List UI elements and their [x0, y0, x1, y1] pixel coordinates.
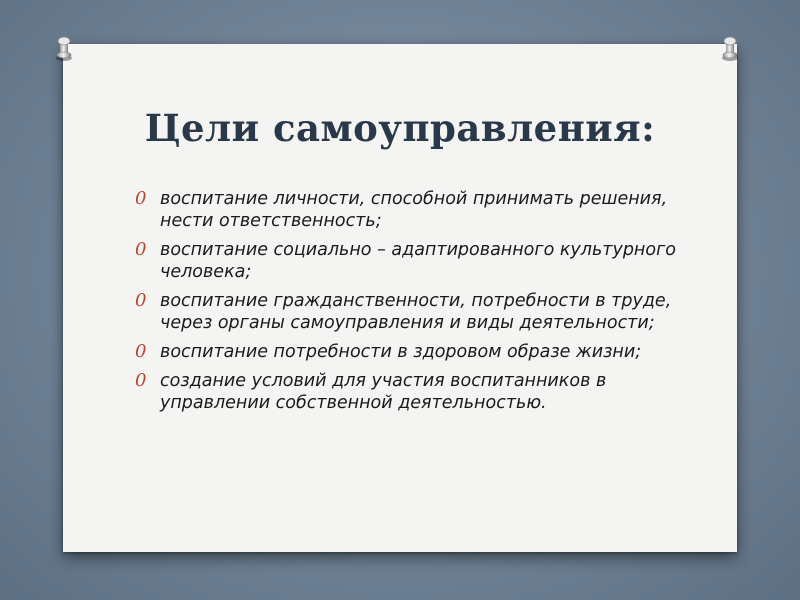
bullet-marker-icon: 0 — [135, 188, 147, 209]
list-item — [133, 290, 703, 334]
bullet-text: воспитание потребности в здоровом образе жизни; — [160, 342, 642, 362]
bullet-marker-icon: 0 — [135, 370, 147, 391]
bullet-text: воспитание социально – адаптированного культурного человека; — [160, 240, 676, 282]
list-item — [133, 188, 703, 232]
bullet-marker-icon: 0 — [135, 290, 147, 311]
list-item — [133, 370, 703, 414]
bullet-text: создание условий для участия воспитанников в управлении собственной деятельностью. — [160, 371, 607, 413]
bullet-text: воспитание гражданственности, потребности в труде, через органы самоуправления и виды деятельности; — [160, 291, 672, 333]
list-item — [133, 341, 703, 363]
bullet-marker-icon: 0 — [135, 239, 147, 260]
bullet-list — [133, 188, 703, 421]
bullet-text: воспитание личности, способной принимать решения, нести ответственность; — [160, 189, 668, 231]
pin-icon — [53, 34, 75, 62]
pin-icon — [719, 34, 741, 62]
list-item — [133, 239, 703, 283]
bullet-marker-icon: 0 — [135, 341, 147, 362]
slide-title: Цели самоуправления: — [144, 106, 656, 150]
